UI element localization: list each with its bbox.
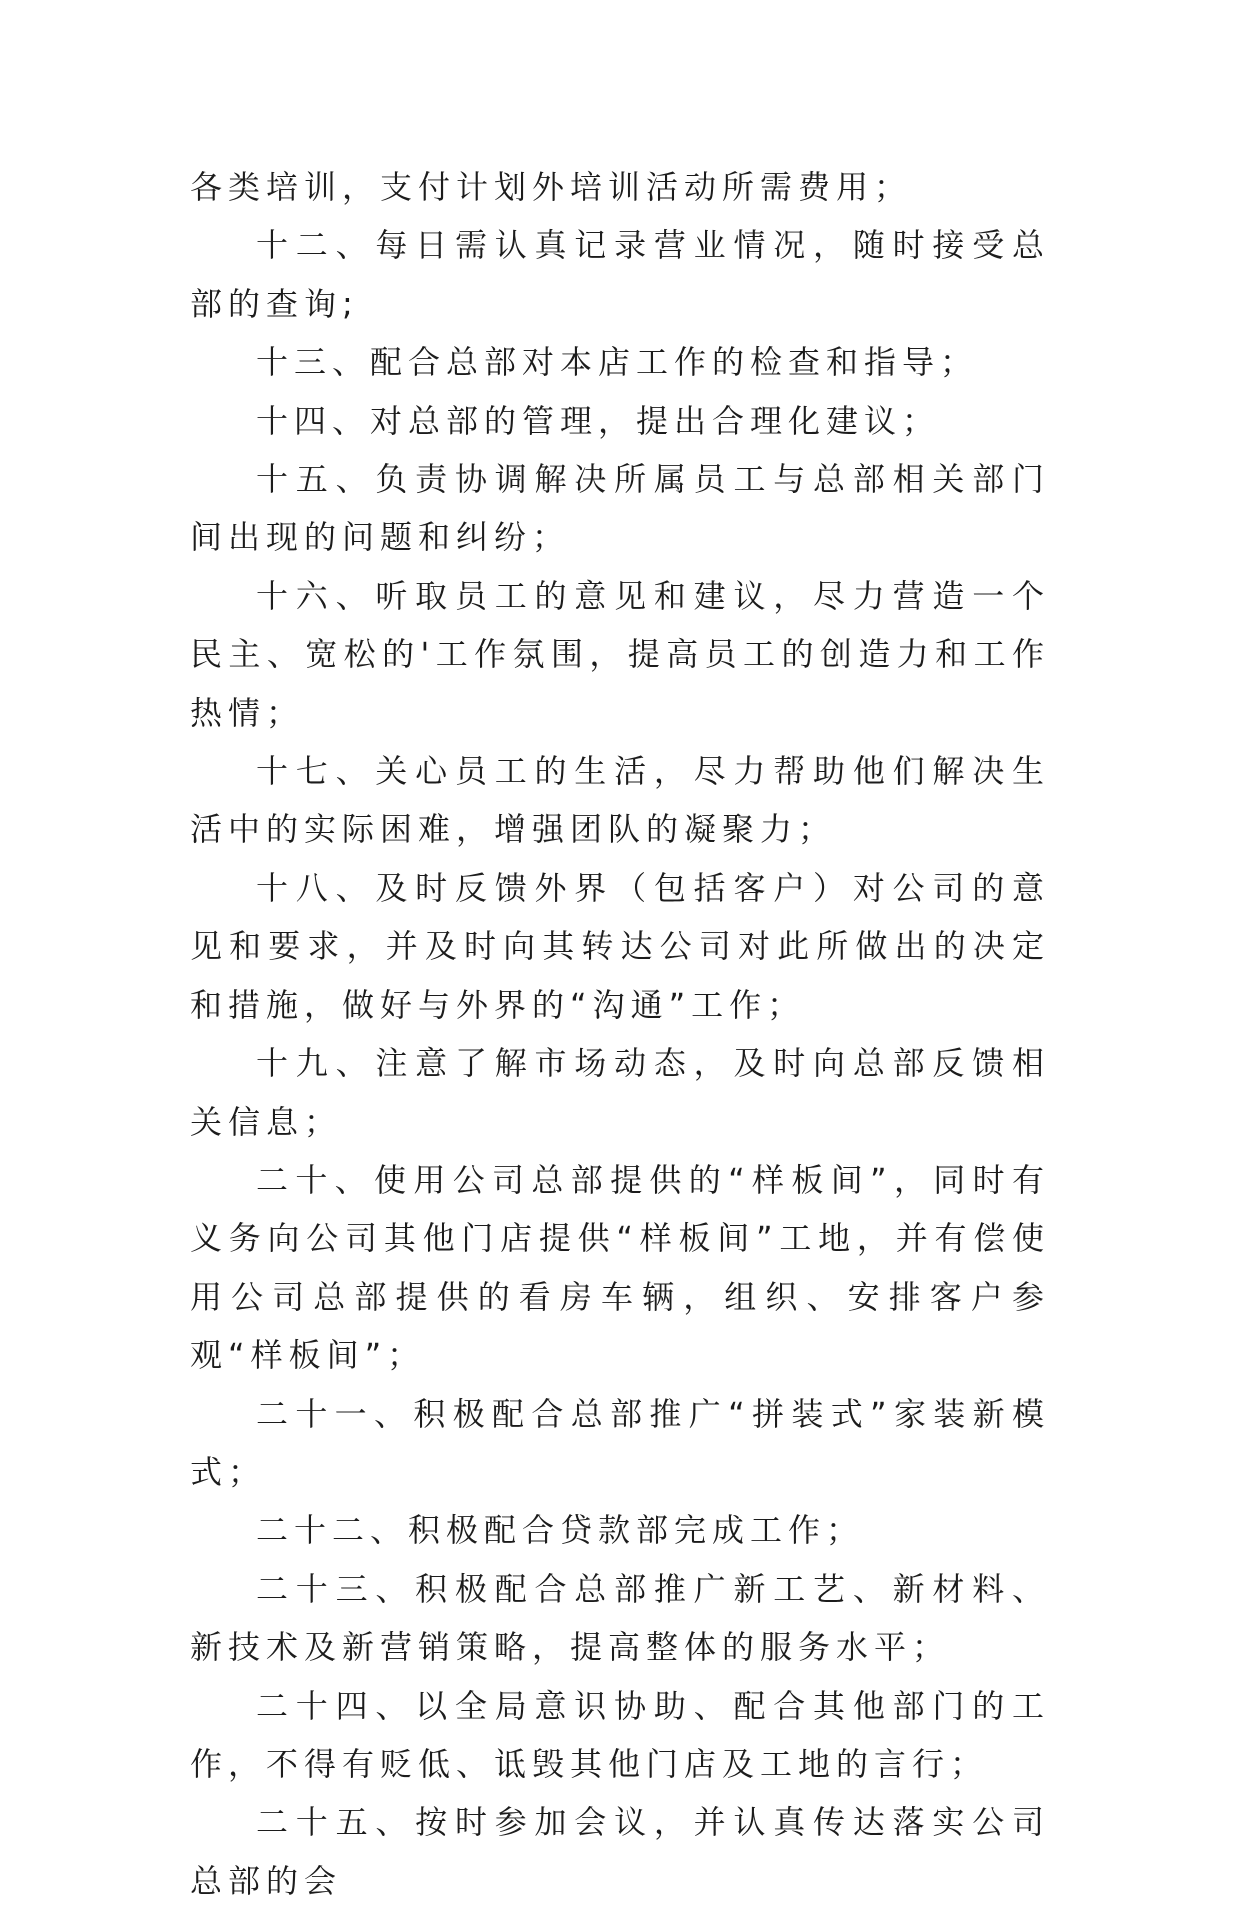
paragraph-17: 十七、关心员工的生活，尽力帮助他们解决生活中的实际困难，增强团队的凝聚力； xyxy=(190,752,1050,849)
paragraph-21: 二十一、积极配合总部推广“拼装式”家装新模式； xyxy=(190,1394,1050,1491)
paragraph-19: 十九、注意了解市场动态，及时向总部反馈相关信息； xyxy=(190,1044,1050,1141)
paragraph-12: 十二、每日需认真记录营业情况，随时接受总部的查询; xyxy=(190,226,1050,323)
paragraph-18: 十八、及时反馈外界（包括客户）对公司的意见和要求，并及时向其转达公司对此所做出的决定和措施，做好与外界的“沟通”工作； xyxy=(190,868,1050,1024)
paragraph-16: 十六、听取员工的意见和建议，尽力营造一个民主、宽松的'工作氛围，提高员工的创造力和工作热情； xyxy=(190,576,1050,732)
paragraph-13: 十三、配合总部对本店工作的检查和指导； xyxy=(256,343,979,382)
paragraph-24: 二十四、以全局意识协助、配合其他部门的工作，不得有贬低、诋毁其他门店及工地的言行； xyxy=(190,1686,1050,1783)
paragraph-training-costs: 各类培训，支付计划外培训活动所需费用； xyxy=(190,168,913,206)
paragraph-14: 十四、对总部的管理，提出合理化建议； xyxy=(256,401,941,440)
paragraph-23: 二十三、积极配合总部推广新工艺、新材料、新技术及新营销策略，提高整体的服务水平； xyxy=(190,1569,1050,1667)
paragraph-25: 二十五、按时参加会议，并认真传达落实公司总部的会 xyxy=(190,1803,1050,1900)
paragraph-20: 二十、使用公司总部提供的“样板间”，同时有义务向公司其他门店提供“样板间”工地，并有偿使用公司总部提供的看房车辆，组织、安排客户参观“样板间”； xyxy=(190,1160,1050,1375)
paragraph-15: 十五、负责协调解决所属员工与总部相关部门间出现的问题和纠纷； xyxy=(190,460,1050,557)
paragraph-22: 二十二、积极配合贷款部完成工作； xyxy=(256,1511,865,1550)
document-body xyxy=(190,158,1050,1910)
